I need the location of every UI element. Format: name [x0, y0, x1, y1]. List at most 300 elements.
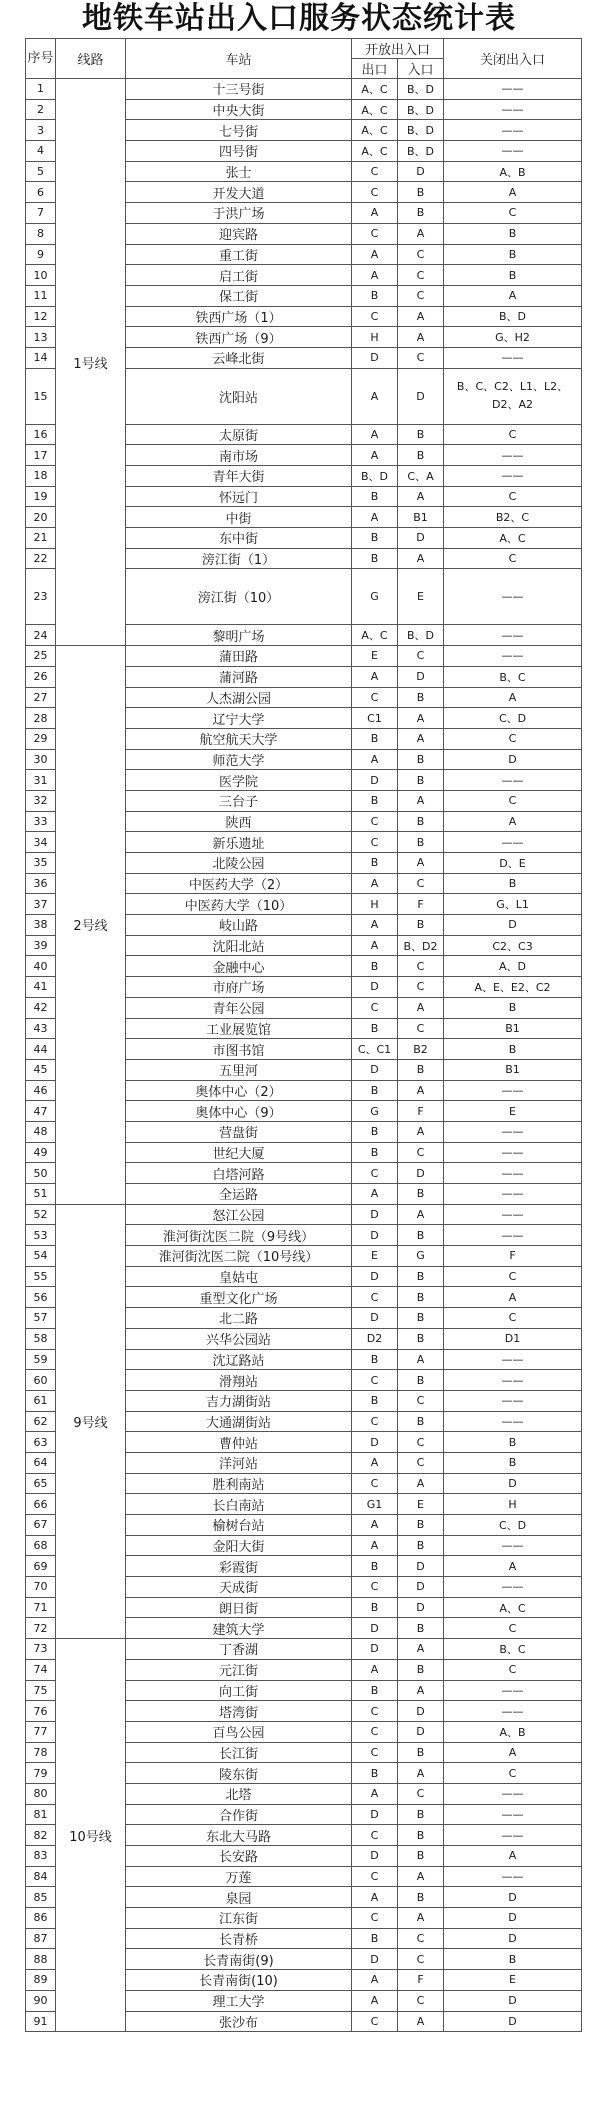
- entrance-cell: B: [398, 749, 444, 770]
- row-seq: 88: [26, 1949, 56, 1970]
- exit-cell: A: [352, 666, 398, 687]
- row-seq: 19: [26, 486, 56, 507]
- closed-cell: ——: [444, 1184, 582, 1205]
- station-name: 长青南街(10): [126, 1970, 352, 1991]
- station-name: 人杰湖公园: [126, 687, 352, 708]
- entrance-cell: A: [398, 997, 444, 1018]
- row-seq: 28: [26, 708, 56, 729]
- exit-cell: A、C: [352, 625, 398, 646]
- closed-cell: ——: [444, 625, 582, 646]
- row-seq: 23: [26, 569, 56, 625]
- station-name: 蒲河路: [126, 666, 352, 687]
- station-name: 于洪广场: [126, 203, 352, 224]
- closed-cell: B: [444, 265, 582, 286]
- station-name: 奥体中心（9）: [126, 1101, 352, 1122]
- station-name: 迎宾路: [126, 223, 352, 244]
- entrance-cell: C: [398, 1142, 444, 1163]
- closed-cell: E: [444, 1970, 582, 1991]
- station-name: 十三号街: [126, 79, 352, 100]
- entrance-cell: B: [398, 1515, 444, 1536]
- closed-cell: A、E、E2、C2: [444, 977, 582, 998]
- station-name: 中街: [126, 507, 352, 528]
- station-name: 元江街: [126, 1659, 352, 1680]
- table-row: [26, 79, 582, 100]
- closed-cell: ——: [444, 1577, 582, 1598]
- closed-cell: F: [444, 1246, 582, 1267]
- closed-cell: ——: [444, 99, 582, 120]
- entrance-cell: A: [398, 790, 444, 811]
- exit-cell: A: [352, 265, 398, 286]
- row-seq: 25: [26, 646, 56, 667]
- closed-cell: C: [444, 1266, 582, 1287]
- row-seq: 83: [26, 1846, 56, 1867]
- entrance-cell: B: [398, 1825, 444, 1846]
- row-seq: 77: [26, 1721, 56, 1742]
- station-name: 开发大道: [126, 182, 352, 203]
- entrance-cell: F: [398, 1970, 444, 1991]
- exit-cell: A: [352, 445, 398, 466]
- station-name: 重工街: [126, 244, 352, 265]
- closed-cell: B: [444, 223, 582, 244]
- closed-cell: D: [444, 1473, 582, 1494]
- station-name: 淮河街沈医二院（9号线）: [126, 1225, 352, 1246]
- exit-cell: A: [352, 1659, 398, 1680]
- exit-cell: B: [352, 1556, 398, 1577]
- closed-cell: B: [444, 1432, 582, 1453]
- closed-cell: G、H2: [444, 327, 582, 348]
- row-seq: 51: [26, 1184, 56, 1205]
- table-row: [26, 1639, 582, 1660]
- row-seq: 26: [26, 666, 56, 687]
- row-seq: 34: [26, 832, 56, 853]
- station-name: 营盘街: [126, 1121, 352, 1142]
- row-seq: 56: [26, 1287, 56, 1308]
- entrance-cell: D: [398, 1163, 444, 1184]
- entrance-cell: A: [398, 1908, 444, 1929]
- station-name: 百鸟公园: [126, 1721, 352, 1742]
- row-seq: 54: [26, 1246, 56, 1267]
- station-name: 金融中心: [126, 956, 352, 977]
- entrance-cell: A: [398, 1080, 444, 1101]
- closed-cell: ——: [444, 1804, 582, 1825]
- closed-cell: D: [444, 2011, 582, 2032]
- entrance-cell: F: [398, 1101, 444, 1122]
- exit-cell: B: [352, 1142, 398, 1163]
- exit-cell: B: [352, 728, 398, 749]
- exit-cell: C: [352, 306, 398, 327]
- station-name: 北陵公园: [126, 853, 352, 874]
- entrance-cell: B、D2: [398, 935, 444, 956]
- row-seq: 2: [26, 99, 56, 120]
- exit-cell: C: [352, 687, 398, 708]
- row-seq: 16: [26, 424, 56, 445]
- entrance-cell: C: [398, 956, 444, 977]
- row-seq: 68: [26, 1535, 56, 1556]
- station-name: 黎明广场: [126, 625, 352, 646]
- closed-cell: B1: [444, 1018, 582, 1039]
- row-seq: 65: [26, 1473, 56, 1494]
- row-seq: 35: [26, 853, 56, 874]
- station-name: 长白南站: [126, 1494, 352, 1515]
- closed-cell: B、D: [444, 306, 582, 327]
- closed-cell: C、D: [444, 1515, 582, 1536]
- row-seq: 10: [26, 265, 56, 286]
- station-name: 医学院: [126, 770, 352, 791]
- row-seq: 78: [26, 1742, 56, 1763]
- exit-cell: C: [352, 161, 398, 182]
- closed-cell: ——: [444, 1142, 582, 1163]
- row-seq: 36: [26, 873, 56, 894]
- entrance-cell: F: [398, 894, 444, 915]
- entrance-cell: A: [398, 1349, 444, 1370]
- entrance-cell: B: [398, 1059, 444, 1080]
- station-name: 兴华公园站: [126, 1328, 352, 1349]
- row-seq: 69: [26, 1556, 56, 1577]
- row-seq: 4: [26, 141, 56, 162]
- row-seq: 43: [26, 1018, 56, 1039]
- entrance-cell: D: [398, 161, 444, 182]
- exit-cell: C: [352, 182, 398, 203]
- row-seq: 47: [26, 1101, 56, 1122]
- exit-cell: A: [352, 1990, 398, 2011]
- exit-cell: A: [352, 1535, 398, 1556]
- entrance-cell: B: [398, 1846, 444, 1867]
- station-name: 太原街: [126, 424, 352, 445]
- row-seq: 15: [26, 368, 56, 424]
- row-seq: 40: [26, 956, 56, 977]
- exit-cell: C: [352, 997, 398, 1018]
- station-name: 启工街: [126, 265, 352, 286]
- closed-cell: C: [444, 790, 582, 811]
- closed-cell: C: [444, 424, 582, 445]
- closed-cell: ——: [444, 1163, 582, 1184]
- entrance-cell: B: [398, 832, 444, 853]
- exit-cell: G1: [352, 1494, 398, 1515]
- entrance-cell: D: [398, 528, 444, 549]
- row-seq: 71: [26, 1597, 56, 1618]
- row-seq: 33: [26, 811, 56, 832]
- closed-cell: D、E: [444, 853, 582, 874]
- row-seq: 72: [26, 1618, 56, 1639]
- exit-cell: A: [352, 1452, 398, 1473]
- closed-cell: E: [444, 1101, 582, 1122]
- row-seq: 30: [26, 749, 56, 770]
- closed-cell: ——: [444, 646, 582, 667]
- closed-cell: D1: [444, 1328, 582, 1349]
- row-seq: 62: [26, 1411, 56, 1432]
- station-name: 滂江街（10）: [126, 569, 352, 625]
- station-name: 泉园: [126, 1887, 352, 1908]
- closed-cell: D: [444, 915, 582, 936]
- exit-cell: C: [352, 1721, 398, 1742]
- station-name: 市图书馆: [126, 1039, 352, 1060]
- closed-cell: C2、C3: [444, 935, 582, 956]
- row-seq: 38: [26, 915, 56, 936]
- row-seq: 84: [26, 1866, 56, 1887]
- station-name: 青年公园: [126, 997, 352, 1018]
- closed-cell: B: [444, 997, 582, 1018]
- entrance-cell: C、A: [398, 466, 444, 487]
- closed-cell: A、B: [444, 161, 582, 182]
- entrance-cell: B、D: [398, 120, 444, 141]
- exit-cell: A: [352, 507, 398, 528]
- exit-cell: D: [352, 1204, 398, 1225]
- exit-cell: B: [352, 1928, 398, 1949]
- entrance-cell: B: [398, 1184, 444, 1205]
- row-seq: 52: [26, 1204, 56, 1225]
- entrance-cell: D: [398, 368, 444, 424]
- closed-cell: A: [444, 182, 582, 203]
- entrance-cell: D: [398, 1597, 444, 1618]
- exit-cell: A: [352, 1970, 398, 1991]
- row-seq: 42: [26, 997, 56, 1018]
- exit-cell: A、C: [352, 120, 398, 141]
- row-seq: 32: [26, 790, 56, 811]
- entrance-cell: A: [398, 708, 444, 729]
- entrance-cell: A: [398, 1866, 444, 1887]
- entrance-cell: B1: [398, 507, 444, 528]
- station-name: 奥体中心（2）: [126, 1080, 352, 1101]
- entrance-cell: D: [398, 1556, 444, 1577]
- exit-cell: G: [352, 1101, 398, 1122]
- station-name: 铁西广场（1）: [126, 306, 352, 327]
- entrance-cell: E: [398, 1494, 444, 1515]
- entrance-cell: B: [398, 1225, 444, 1246]
- closed-cell: B: [444, 1452, 582, 1473]
- station-name: 长江街: [126, 1742, 352, 1763]
- exit-cell: C: [352, 832, 398, 853]
- entrance-cell: C: [398, 1928, 444, 1949]
- entrance-cell: A: [398, 2011, 444, 2032]
- row-seq: 61: [26, 1390, 56, 1411]
- closed-cell: ——: [444, 1783, 582, 1804]
- closed-cell: A: [444, 1556, 582, 1577]
- closed-cell: ——: [444, 1370, 582, 1391]
- closed-cell: B2、C: [444, 507, 582, 528]
- entrance-cell: C: [398, 1432, 444, 1453]
- exit-cell: D: [352, 770, 398, 791]
- table-header: [26, 39, 582, 79]
- entrance-cell: A: [398, 1204, 444, 1225]
- entrance-cell: C: [398, 265, 444, 286]
- row-seq: 27: [26, 687, 56, 708]
- closed-cell: ——: [444, 770, 582, 791]
- station-name: 天成街: [126, 1577, 352, 1598]
- entrance-cell: B: [398, 1618, 444, 1639]
- station-name: 滑翔站: [126, 1370, 352, 1391]
- row-seq: 70: [26, 1577, 56, 1598]
- station-name: 岐山路: [126, 915, 352, 936]
- station-name: 朗日街: [126, 1597, 352, 1618]
- closed-cell: B: [444, 1949, 582, 1970]
- entrance-cell: A: [398, 223, 444, 244]
- exit-cell: D: [352, 1308, 398, 1329]
- entrance-cell: C: [398, 1390, 444, 1411]
- closed-cell: B、C: [444, 666, 582, 687]
- entrance-cell: C: [398, 977, 444, 998]
- row-seq: 90: [26, 1990, 56, 2011]
- exit-cell: C: [352, 1577, 398, 1598]
- exit-cell: A、C: [352, 79, 398, 100]
- entrance-cell: A: [398, 1763, 444, 1784]
- row-seq: 18: [26, 466, 56, 487]
- page-title: 地铁车站出入口服务状态统计表: [82, 1, 516, 36]
- station-name: 云峰北街: [126, 347, 352, 368]
- exit-cell: H: [352, 894, 398, 915]
- exit-cell: C: [352, 811, 398, 832]
- row-seq: 82: [26, 1825, 56, 1846]
- exit-cell: A: [352, 1184, 398, 1205]
- closed-cell: D: [444, 749, 582, 770]
- table-body: [26, 79, 582, 2032]
- station-name: 中医药大学（2）: [126, 873, 352, 894]
- entrance-cell: B: [398, 1370, 444, 1391]
- station-name: 合作街: [126, 1804, 352, 1825]
- station-name: 吉力湖街站: [126, 1390, 352, 1411]
- closed-cell: C: [444, 728, 582, 749]
- station-name: 滂江街（1）: [126, 548, 352, 569]
- station-name: 北塔: [126, 1783, 352, 1804]
- exit-cell: A: [352, 873, 398, 894]
- row-seq: 59: [26, 1349, 56, 1370]
- exit-cell: B: [352, 1349, 398, 1370]
- exit-cell: A: [352, 424, 398, 445]
- exit-cell: G: [352, 569, 398, 625]
- closed-cell: D: [444, 1908, 582, 1929]
- exit-cell: A: [352, 203, 398, 224]
- closed-cell: ——: [444, 1204, 582, 1225]
- row-seq: 79: [26, 1763, 56, 1784]
- station-name: 沈阳北站: [126, 935, 352, 956]
- row-seq: 8: [26, 223, 56, 244]
- closed-cell: C: [444, 486, 582, 507]
- station-name: 蒲田路: [126, 646, 352, 667]
- row-seq: 48: [26, 1121, 56, 1142]
- row-seq: 29: [26, 728, 56, 749]
- entrance-cell: B: [398, 1411, 444, 1432]
- station-name: 保工街: [126, 285, 352, 306]
- exit-cell: B: [352, 1390, 398, 1411]
- closed-cell: D: [444, 1887, 582, 1908]
- closed-cell: D: [444, 1990, 582, 2011]
- closed-cell: ——: [444, 141, 582, 162]
- entrance-cell: C: [398, 646, 444, 667]
- closed-cell: G、L1: [444, 894, 582, 915]
- station-name: 工业展览馆: [126, 1018, 352, 1039]
- station-name: 东中街: [126, 528, 352, 549]
- exit-cell: B、D: [352, 466, 398, 487]
- entrance-cell: A: [398, 1473, 444, 1494]
- exit-cell: D: [352, 1432, 398, 1453]
- header-station: 车站: [126, 39, 352, 79]
- exit-cell: A: [352, 1783, 398, 1804]
- exit-cell: A: [352, 1515, 398, 1536]
- exit-cell: A: [352, 749, 398, 770]
- station-name: 建筑大学: [126, 1618, 352, 1639]
- entrance-cell: C: [398, 244, 444, 265]
- closed-cell: ——: [444, 1390, 582, 1411]
- row-seq: 7: [26, 203, 56, 224]
- entrance-cell: B: [398, 1308, 444, 1329]
- exit-cell: C: [352, 223, 398, 244]
- row-seq: 85: [26, 1887, 56, 1908]
- station-name: 陕西: [126, 811, 352, 832]
- entrance-cell: B: [398, 1887, 444, 1908]
- row-seq: 46: [26, 1080, 56, 1101]
- entrance-cell: E: [398, 569, 444, 625]
- exit-cell: A: [352, 368, 398, 424]
- row-seq: 86: [26, 1908, 56, 1929]
- entrance-cell: A: [398, 327, 444, 348]
- entrance-cell: C: [398, 873, 444, 894]
- row-seq: 17: [26, 445, 56, 466]
- closed-cell: A、C: [444, 1597, 582, 1618]
- entrance-cell: A: [398, 1121, 444, 1142]
- exit-cell: B: [352, 1680, 398, 1701]
- row-seq: 74: [26, 1659, 56, 1680]
- station-name: 万莲: [126, 1866, 352, 1887]
- station-name: 彩霞街: [126, 1556, 352, 1577]
- entrance-cell: D: [398, 1577, 444, 1598]
- closed-cell: ——: [444, 1121, 582, 1142]
- header-open: 开放出入口: [352, 39, 444, 59]
- station-name: 沈阳站: [126, 368, 352, 424]
- entrance-cell: B: [398, 770, 444, 791]
- station-name: 中医药大学（10）: [126, 894, 352, 915]
- row-seq: 22: [26, 548, 56, 569]
- row-seq: 37: [26, 894, 56, 915]
- closed-cell: ——: [444, 1825, 582, 1846]
- exit-cell: D: [352, 1949, 398, 1970]
- closed-cell: C: [444, 203, 582, 224]
- entrance-cell: A: [398, 1680, 444, 1701]
- line-name: 2号线: [56, 646, 126, 1205]
- row-seq: 80: [26, 1783, 56, 1804]
- exit-cell: B: [352, 1080, 398, 1101]
- exit-cell: B: [352, 285, 398, 306]
- closed-cell: ——: [444, 79, 582, 100]
- header-line: 线路: [56, 39, 126, 79]
- station-name: 洋河站: [126, 1452, 352, 1473]
- station-name: 丁香湖: [126, 1639, 352, 1660]
- entrance-cell: B: [398, 1659, 444, 1680]
- entrance-cell: B: [398, 203, 444, 224]
- row-seq: 64: [26, 1452, 56, 1473]
- exit-cell: B: [352, 528, 398, 549]
- entrance-cell: C: [398, 1949, 444, 1970]
- station-name: 重型文化广场: [126, 1287, 352, 1308]
- row-seq: 55: [26, 1266, 56, 1287]
- exit-cell: C: [352, 1163, 398, 1184]
- exit-cell: D: [352, 347, 398, 368]
- station-name: 七号街: [126, 120, 352, 141]
- station-name: 世纪大厦: [126, 1142, 352, 1163]
- closed-cell: B1: [444, 1059, 582, 1080]
- station-name: 塔湾街: [126, 1701, 352, 1722]
- station-name: 向工街: [126, 1680, 352, 1701]
- station-name: 中央大街: [126, 99, 352, 120]
- row-seq: 63: [26, 1432, 56, 1453]
- station-name: 怒江公园: [126, 1204, 352, 1225]
- row-seq: 1: [26, 79, 56, 100]
- entrance-cell: C: [398, 1783, 444, 1804]
- station-name: 胜利南站: [126, 1473, 352, 1494]
- row-seq: 73: [26, 1639, 56, 1660]
- closed-cell: B: [444, 873, 582, 894]
- station-name: 张士: [126, 161, 352, 182]
- closed-cell: ——: [444, 466, 582, 487]
- closed-cell: A: [444, 1846, 582, 1867]
